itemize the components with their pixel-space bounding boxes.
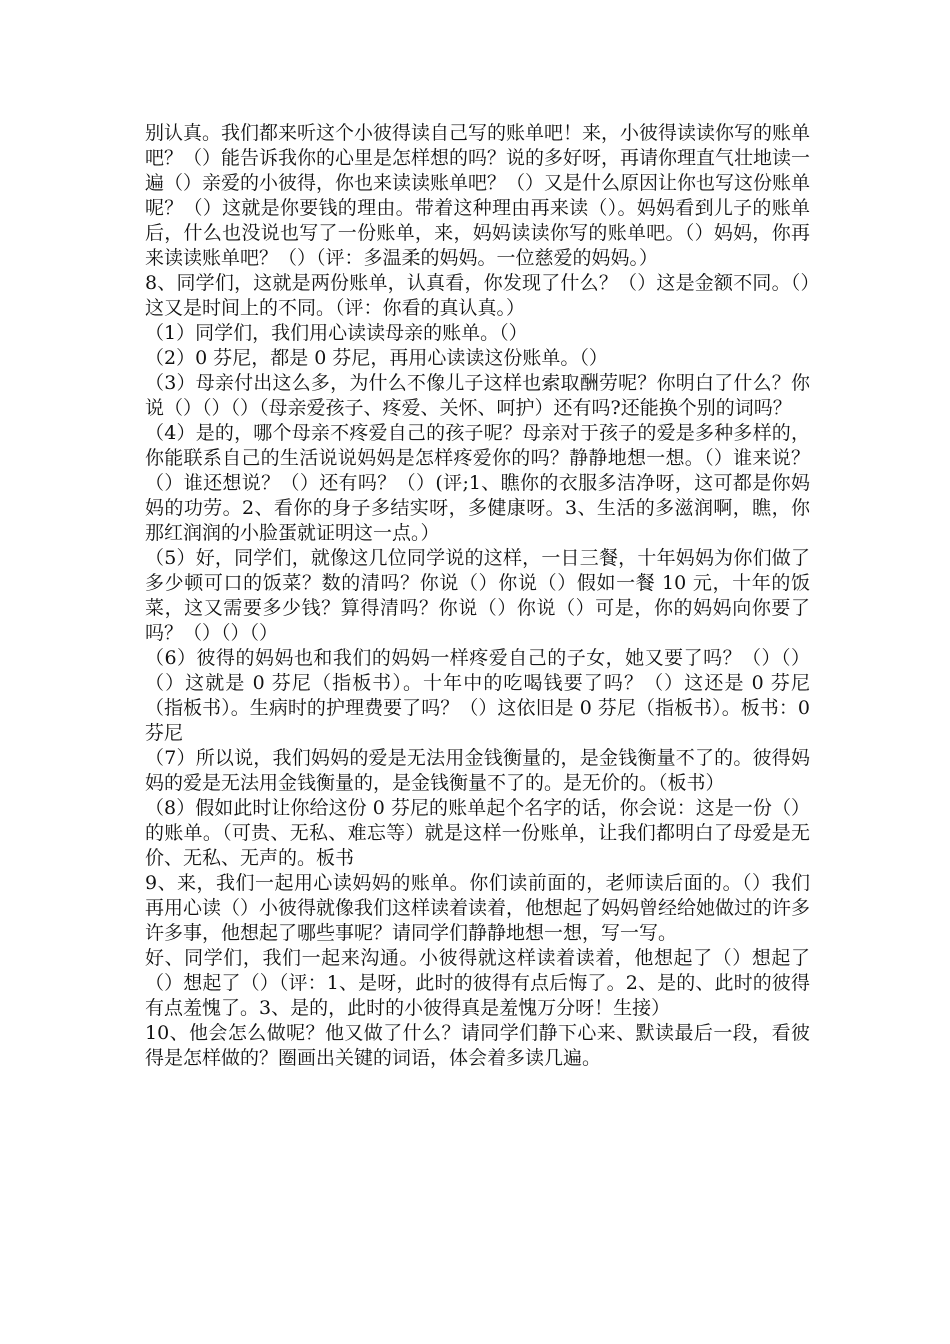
paragraph-item-8: 8、同学们，这就是两份账单，认真看，你发现了什么？（）这是金额不同。（）这又是时间上的不同。（评：你看的真认真。） xyxy=(145,272,810,319)
paragraph-sub-8: （8）假如此时让你给这份 0 芬尼的账单起个名字的话，你会说：这是一份（）的账单。（可贵、无私、难忘等）就是这样一份账单，让我们都明白了母爱是无价、无私、无声的。板书 xyxy=(145,797,810,869)
paragraph-sub-5: （5）好，同学们，就像这几位同学说的这样，一日三餐，十年妈妈为你们做了多少顿可口的饭菜？数的清吗？你说（）你说（）假如一餐 10 元，十年的饭菜，这又需要多少钱？算得清吗？你说（）你说（）可是，你的妈妈向你要了吗？（）（）（） xyxy=(145,547,810,644)
paragraph-sub-1: （1）同学们，我们用心读读母亲的账单。（） xyxy=(145,322,528,344)
paragraph-item-9: 9、来，我们一起用心读妈妈的账单。你们读前面的，老师读后面的。（）我们再用心读（）小彼得就像我们这样读着读着，他想起了妈妈曾经给她做过的许多许多事，他想起了哪些事呢？请同学们静静地想一想，写一写。 xyxy=(145,872,811,944)
paragraph-sub-2: （2）0 芬尼，都是 0 芬尼，再用心读读这份账单。（） xyxy=(145,347,608,369)
paragraph-sub-6: （6）彼得的妈妈也和我们的妈妈一样疼爱自己的子女，她又要了吗？（）（）（）这就是 0 芬尼（指板书）。十年中的吃喝钱要了吗？（）这还是 0 芬尼（指板书）。生病时的护理费要了吗？（）这依旧是 0 芬尼（指板书）。板书：0 芬尼 xyxy=(145,647,810,744)
paragraph-intro: 别认真。我们都来听这个小彼得读自己写的账单吧！来，小彼得读读你写的账单吧？（）能告诉我你的心里是怎样想的吗？说的多好呀，再请你理直气壮地读一遍（）亲爱的小彼得，你也来读读账单吧？（）又是什么原因让你也写这份账单呢？（）这就是你要钱的理由。带着这种理由再来读（）。妈妈看到儿子的账单后，什么也没说也写了一份账单，来，妈妈读读你写的账单吧。（）妈妈，你再来读读账单吧？（）（评：多温柔的妈妈。一位慈爱的妈妈。） xyxy=(145,122,811,269)
paragraph-discussion: 好、同学们，我们一起来沟通。小彼得就这样读着读着，他想起了（）想起了（）想起了（）（评：1、是呀，此时的彼得有点后悔了。2、是的、此时的彼得有点羞愧了。3、是的，此时的小彼得真是羞愧万分呀！生接） xyxy=(145,947,810,1019)
paragraph-item-10: 10、他会怎么做呢？他又做了什么？请同学们静下心来、默读最后一段，看彼得是怎样做的？圈画出关键的词语，体会着多读几遍。 xyxy=(145,1022,810,1069)
document-body xyxy=(145,121,810,1071)
paragraph-sub-4: （4）是的，哪个母亲不疼爱自己的孩子呢？母亲对于孩子的爱是多种多样的，你能联系自己的生活说说妈妈是怎样疼爱你的吗？静静地想一想。（）谁来说？（）谁还想说？（）还有吗？（）(评;1、瞧你的衣服多洁净呀，这可都是你妈妈的功劳。2、看你的身子多结实呀，多健康呀。3、生活的多滋润啊，瞧，你那红润润的小脸蛋就证明这一点。） xyxy=(145,422,810,544)
paragraph-sub-7: （7）所以说，我们妈妈的爱是无法用金钱衡量的，是金钱衡量不了的。彼得妈妈的爱是无法用金钱衡量的，是金钱衡量不了的。是无价的。（板书） xyxy=(145,747,810,794)
paragraph-sub-3: （3）母亲付出这么多，为什么不像儿子这样也索取酬劳呢？你明白了什么？你说（）（）（）（母亲爱孩子、疼爱、关怀、呵护）还有吗?还能换个别的词吗？ xyxy=(145,372,810,419)
